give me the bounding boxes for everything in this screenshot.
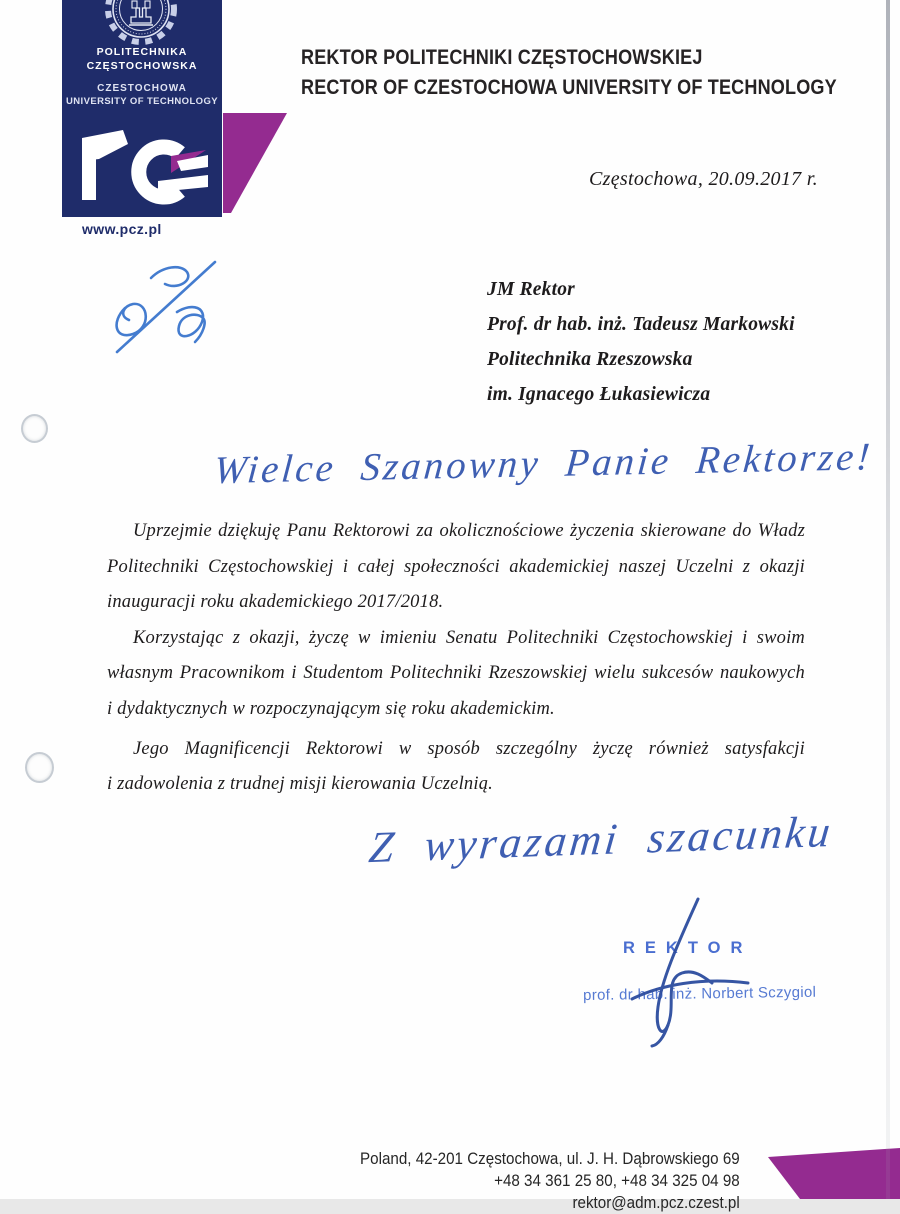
punch-hole <box>25 752 54 783</box>
letterhead-title-pl: REKTOR POLITECHNIKI CZĘSTOCHOWSKIEJ <box>301 45 703 69</box>
body-line: Korzystając z okazji, życzę w imieniu Senatu Politechniki Częstochowskiej i swoim <box>133 627 805 648</box>
logo-text-en-2: UNIVERSITY OF TECHNOLOGY <box>66 96 218 107</box>
corner-magenta-flag <box>760 1140 900 1199</box>
rector-signature-icon <box>598 893 788 1048</box>
footer-address: Poland, 42-201 Częstochowa, ul. J. H. Dąbrowskiego 69 <box>360 1150 740 1168</box>
addressee-line: JM Rektor <box>487 279 575 300</box>
letterhead-title-en: RECTOR OF CZESTOCHOWA UNIVERSITY OF TECHNOLOGY <box>301 75 837 99</box>
body-line: Politechniki Częstochowskiej i całej społeczności akademickiej naszej Uczelni z okazji <box>107 556 805 577</box>
body-line: własnym Pracownikom i Studentom Politechniki Rzeszowskiej wielu sukcesów naukowych <box>107 663 805 684</box>
body-line: i zadowolenia z trudnej misji kierowania Uczelnią. <box>107 774 493 795</box>
university-logo <box>55 0 305 250</box>
body-line: Uprzejmie dziękuję Panu Rektorowi za okolicznościowe życzenia skierowane do Władz <box>133 521 805 541</box>
scan-edge-shadow <box>886 0 890 1199</box>
footer-email: rektor@adm.pcz.czest.pl <box>572 1194 740 1212</box>
logo-text-en-1: CZESTOCHOWA <box>97 83 187 94</box>
body-line: inauguracji roku akademickiego 2017/2018. <box>107 592 444 613</box>
addressee-block <box>487 272 795 412</box>
addressee-line: im. Ignacego Łukasiewicza <box>487 384 711 405</box>
paraph-initials-icon <box>103 250 248 360</box>
letter-body <box>107 514 805 803</box>
addressee-line: Prof. dr hab. inż. Tadeusz Markowski <box>487 314 795 335</box>
footer-phones: +48 34 361 25 80, +48 34 325 04 98 <box>494 1172 740 1190</box>
footer-contact-block <box>360 1148 740 1214</box>
body-line: Jego Magnificencji Rektorowi w sposób szczególny życzę również satysfakcji <box>133 738 805 759</box>
logo-text-pl-1: POLITECHNIKA <box>96 46 188 58</box>
rektor-stamp-name: prof. dr hab. inż. Norbert Sczygiol <box>583 983 817 1004</box>
dateline: Częstochowa, 20.09.2017 r. <box>589 168 818 190</box>
handwritten-salutation: Wielce Szanowny Panie Rektorze! <box>212 435 875 493</box>
rektor-stamp-title: REKTOR <box>623 939 753 957</box>
logo-magenta-flag <box>223 113 287 213</box>
handwritten-closing: Z wyrazami szacunku <box>366 806 836 873</box>
punch-hole <box>21 414 48 443</box>
logo-website: www.pcz.pl <box>82 221 162 237</box>
logo-text-pl-2: CZĘSTOCHOWSKA <box>86 60 198 72</box>
addressee-line: Politechnika Rzeszowska <box>487 349 693 370</box>
letterhead-title <box>301 42 837 102</box>
body-line: i dydaktycznych w rozpoczynającym się roku akademickim. <box>107 698 555 719</box>
